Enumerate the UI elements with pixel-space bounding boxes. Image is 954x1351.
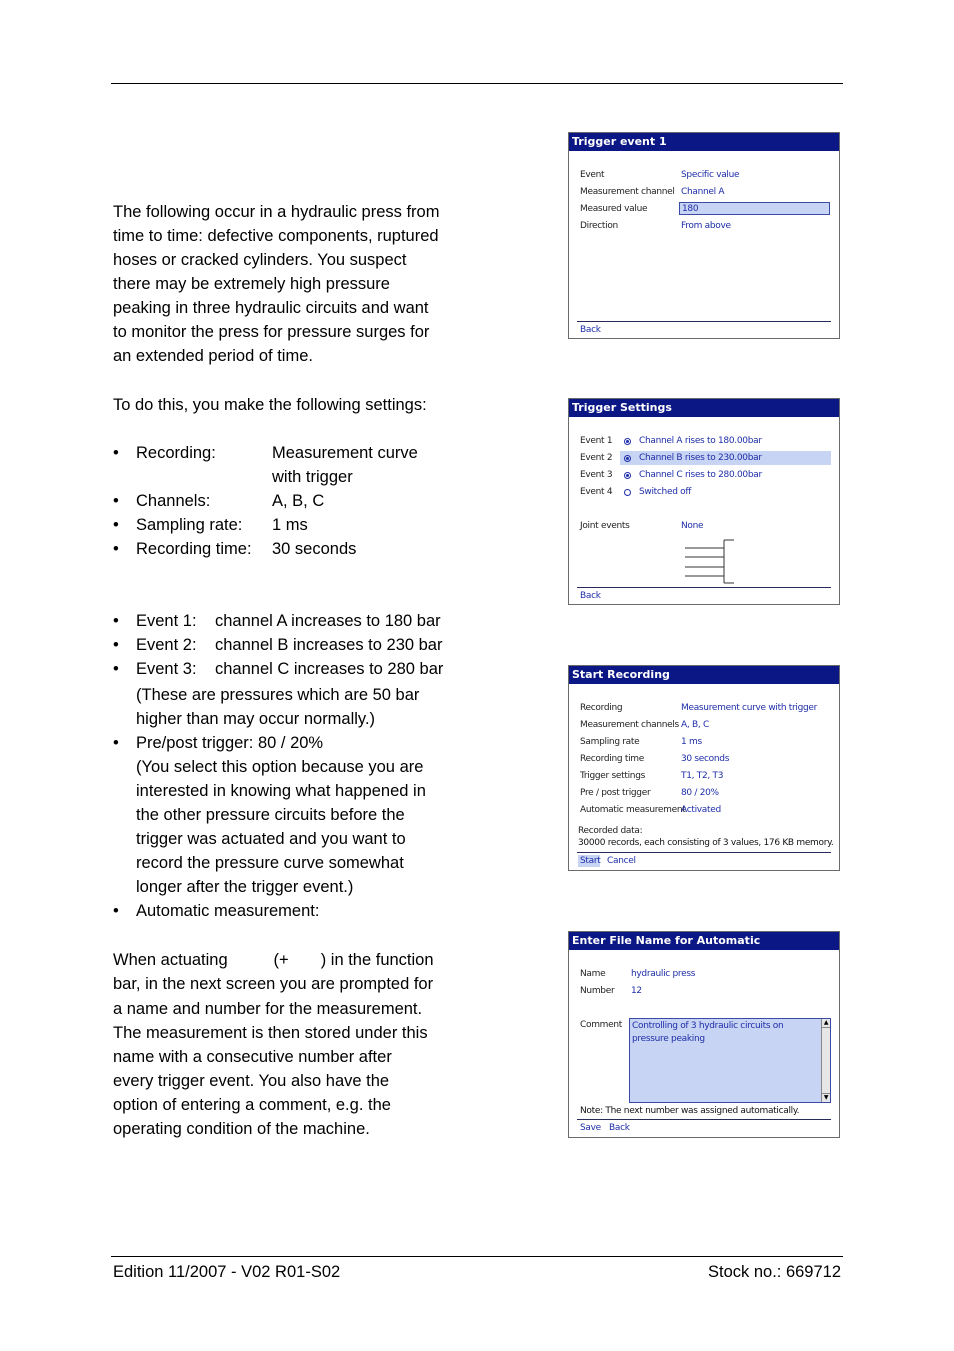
number-input[interactable]: 12 [631,986,642,996]
event-label: Event 4 [580,487,613,497]
closing-line: operating condition of the machine. [113,1120,370,1138]
recorded-data-label: Recorded data: [578,826,643,836]
event-note: higher than may occur normally.) [136,710,376,728]
bullet: • [113,734,119,752]
setting-value: with trigger [272,468,353,486]
enter-file-name-screen [568,931,840,1138]
radio-off-icon[interactable] [624,489,631,496]
bullet: • [113,636,119,654]
field-value: 1 ms [681,737,702,747]
bullet: • [113,902,119,920]
bullet: • [113,516,119,534]
setting-value: Measurement curve [272,444,418,462]
prepost-note: (You select this option because you are [136,758,424,776]
event-value[interactable]: Switched off [639,487,692,497]
field-value[interactable]: Channel A [681,187,725,197]
footer-rule [111,1256,843,1257]
field-value: 30 seconds [681,754,730,764]
back-button[interactable]: Back [609,1123,630,1133]
field-label: Pre / post trigger [580,788,651,798]
field-label: Recording time [580,754,645,764]
joint-events-diagram-icon [684,539,744,585]
field-label: Measured value [580,204,648,214]
screen-title: Enter File Name for Automatic Measurement [569,932,839,950]
closing-line: When actuating (+ ) in the function [113,951,434,969]
field-value: T1, T2, T3 [681,771,724,781]
divider [577,321,831,322]
radio-on-icon[interactable] [624,438,631,445]
field-label: Automatic measurement [580,805,686,815]
divider [577,587,831,588]
setting-label: Sampling rate: [136,516,243,534]
recorded-data-value: 30000 records, each consisting of 3 values, 176 KB memory. [578,838,834,848]
event-label: Event 3 [580,470,613,480]
prepost-note: interested in knowing what happened in [136,782,426,800]
field-value: Measurement curve with trigger [681,703,818,713]
event-value: channel A increases to 180 bar [215,612,441,630]
field-label: Measurement channels [580,720,679,730]
divider [577,1119,831,1120]
field-label: Recording [580,703,623,713]
event-value[interactable]: Channel A rises to 180.00bar [639,436,762,446]
bullet: • [113,444,119,462]
field-value: 80 / 20% [681,788,719,798]
scroll-up-icon[interactable]: ▲ [823,1019,829,1026]
measured-value-input[interactable] [679,202,830,215]
field-value: A, B, C [681,720,709,730]
measured-value: 180 [682,204,699,214]
event-value[interactable]: Channel B rises to 230.00bar [639,453,762,463]
settings-intro: To do this, you make the following settings: [113,396,427,414]
trigger-settings-screen [568,398,840,605]
closing-line: The measurement is then stored under this [113,1024,428,1042]
intro-line: The following occur in a hydraulic press from [113,203,440,221]
screen-title: Trigger event 1 [569,133,839,151]
event-label: Event 1: [136,612,197,630]
event-label: Event 2: [136,636,197,654]
screen-title: Start Recording [569,666,839,684]
setting-label: Channels: [136,492,211,510]
event-value: channel B increases to 230 bar [215,636,443,654]
comment-textarea[interactable] [629,1018,831,1103]
setting-value: 1 ms [272,516,308,534]
intro-line: time to time: defective components, ruptured [113,227,439,245]
prepost-note: longer after the trigger event.) [136,878,354,896]
name-input[interactable]: hydraulic press [631,969,696,979]
name-label: Name [580,969,606,979]
event-label: Event 1 [580,436,613,446]
bullet: • [113,492,119,510]
event-label: Event 3: [136,660,197,678]
setting-value: 30 seconds [272,540,357,558]
field-value: Activated [681,805,721,815]
radio-on-icon[interactable] [624,455,631,462]
screen-title: Trigger Settings [569,399,839,417]
event-note: (These are pressures which are 50 bar [136,686,420,704]
back-button[interactable]: Back [580,591,601,601]
closing-line: name with a consecutive number after [113,1048,392,1066]
setting-value: A, B, C [272,492,325,510]
scroll-down-icon[interactable]: ▼ [823,1094,829,1101]
joint-events-value[interactable]: None [681,521,704,531]
field-label: Direction [580,221,618,231]
event-label: Event 2 [580,453,613,463]
radio-on-icon[interactable] [624,472,631,479]
field-label: Sampling rate [580,737,640,747]
note-text: Note: The next number was assigned automatically. [580,1106,800,1116]
comment-value: Controlling of 3 hydraulic circuits on pressure peaking [632,1021,784,1044]
closing-line: a name and number for the measurement. [113,1000,423,1018]
prepost-label: Pre/post trigger: 80 / 20% [136,734,324,752]
bullet: • [113,540,119,558]
setting-label: Recording time: [136,540,252,558]
number-label: Number [580,986,615,996]
intro-line: hoses or cracked cylinders. You suspect [113,251,407,269]
save-button[interactable]: Save [580,1123,601,1133]
closing-line: bar, in the next screen you are prompted for [113,975,434,993]
bullet: • [113,660,119,678]
joint-events-label: Joint events [580,521,630,531]
field-label: Event [580,170,605,180]
field-label: Measurement channel [580,187,675,197]
footer-edition: Edition 11/2007 - V02 R01-S02 [113,1263,341,1281]
comment-scrollbar[interactable] [821,1019,830,1102]
trigger-event-screen [568,132,840,339]
closing-line: every trigger event. You also have the [113,1072,390,1090]
footer-stock: Stock no.: 669712 [707,1263,841,1281]
prepost-note: the other pressure circuits before the [136,806,405,824]
field-label: Trigger settings [580,771,645,781]
prepost-note: trigger was actuated and you want to [136,830,406,848]
prepost-note: record the pressure curve somewhat [136,854,404,872]
field-value[interactable]: Specific value [681,170,740,180]
event-value[interactable]: Channel C rises to 280.00bar [639,470,762,480]
event-value: channel C increases to 280 bar [215,660,444,678]
header-rule [111,83,843,84]
intro-line: peaking in three hydraulic circuits and want [113,299,429,317]
intro-line: an extended period of time. [113,347,313,365]
auto-measurement-label: Automatic measurement: [136,902,320,920]
intro-line: to monitor the press for pressure surges for [113,323,430,341]
start-recording-screen [568,665,840,871]
closing-line: option of entering a comment, e.g. the [113,1096,391,1114]
cancel-button[interactable]: Cancel [607,856,636,866]
setting-label: Recording: [136,444,216,462]
bullet: • [113,612,119,630]
comment-label: Comment [580,1020,622,1030]
back-button[interactable]: Back [580,325,601,335]
start-button[interactable]: Start [580,856,601,866]
field-value[interactable]: From above [681,221,731,231]
divider [577,852,831,853]
intro-line: there may be extremely high pressure [113,275,390,293]
